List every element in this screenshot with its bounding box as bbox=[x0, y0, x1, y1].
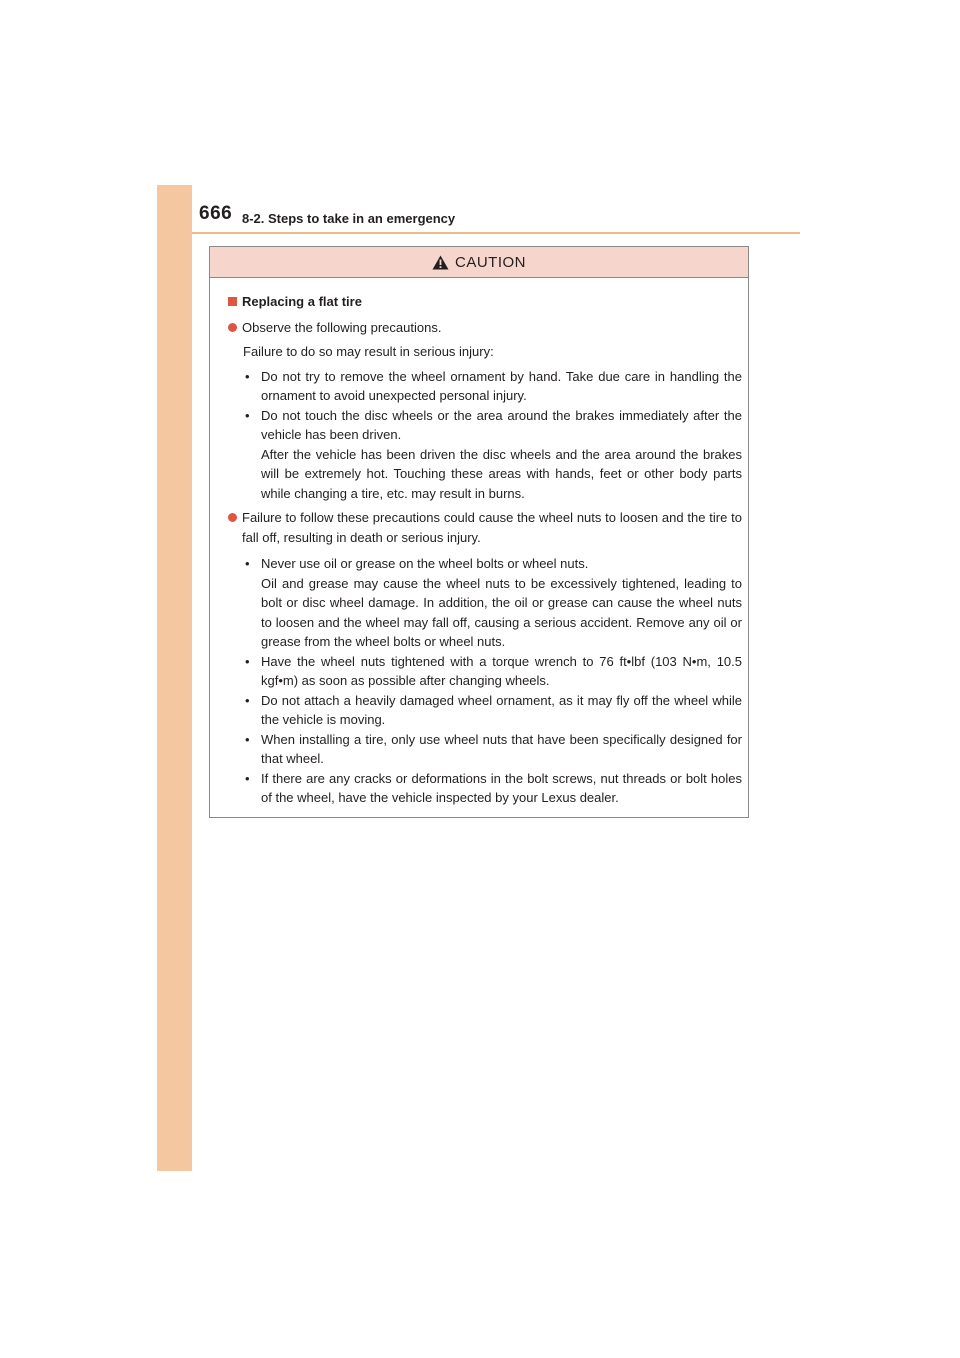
caution-heading bbox=[228, 292, 742, 312]
square-marker-icon bbox=[228, 297, 237, 306]
bullet-text bbox=[261, 769, 742, 808]
bullet-item bbox=[243, 554, 742, 652]
bullet-text bbox=[261, 652, 742, 691]
bullet-paragraph: When installing a tire, only use wheel nuts that have been specifically designed for that wheel. bbox=[261, 731, 742, 766]
bullet-paragraph: Have the wheel nuts tightened with a torque wrench to 76 ft•lbf (103 N•m, 10.5 kgf•m) as soon as possible after changing wheels. bbox=[261, 653, 742, 688]
bullet-mark: • bbox=[245, 556, 250, 571]
bullet-item bbox=[243, 406, 742, 504]
circle-marker-icon bbox=[228, 323, 237, 332]
page-header bbox=[157, 200, 800, 232]
point-1 bbox=[228, 318, 742, 338]
bullet-mark: • bbox=[245, 653, 250, 669]
heading-text: Replacing a flat tire bbox=[242, 294, 362, 309]
caution-label: CAUTION bbox=[455, 253, 526, 271]
bullet-item bbox=[243, 652, 742, 691]
bullet-text bbox=[261, 554, 742, 652]
header-rule bbox=[192, 232, 800, 234]
point-2-text: Failure to follow these precautions could cause the wheel nuts to loosen and the tire to fall off, resulting in death or serious injury. bbox=[242, 510, 742, 545]
bullet-item bbox=[243, 769, 742, 808]
caution-body bbox=[210, 278, 748, 808]
bullet-paragraph: Do not try to remove the wheel ornament by hand. Take due care in handling the ornament to avoid unexpected personal injury. bbox=[261, 368, 742, 403]
warning-triangle-icon bbox=[432, 255, 449, 270]
bullet-paragraph: If there are any cracks or deformations in the bolt screws, nut threads or bolt holes of the wheel, have the vehicle inspected by your Lexus dealer. bbox=[261, 770, 742, 805]
section-title: 8-2. Steps to take in an emergency bbox=[242, 211, 456, 226]
bullet-mark: • bbox=[245, 692, 250, 708]
circle-marker-icon bbox=[228, 513, 237, 522]
caution-header bbox=[210, 247, 748, 278]
bullet-mark: • bbox=[245, 770, 250, 786]
point-2-bullets bbox=[243, 554, 742, 808]
bullet-mark: • bbox=[245, 731, 250, 747]
bullet-text bbox=[261, 367, 742, 406]
bullet-item bbox=[243, 730, 742, 769]
bullet-paragraph: Oil and grease may cause the wheel nuts to be excessively tightened, leading to bolt or disc wheel damage. In addition, the oil or grease can cause the wheel nuts to loosen and the wheel may fall off, causing a serious accident. Remove any oil or grease from the wheel bolts or wheel nuts. bbox=[261, 575, 742, 649]
point-1-bullets bbox=[243, 367, 742, 504]
point-2 bbox=[228, 508, 742, 547]
bullet-mark: • bbox=[245, 407, 250, 423]
bullet-paragraph: Do not touch the disc wheels or the area around the brakes immediately after the vehicle has been driven. bbox=[261, 407, 742, 442]
page-number: 666 bbox=[199, 203, 233, 224]
bullet-text bbox=[261, 691, 742, 730]
bullet-paragraph: Do not attach a heavily damaged wheel ornament, as it may fly off the wheel while the vehicle is moving. bbox=[261, 692, 742, 727]
side-tab-strip bbox=[157, 185, 192, 1171]
bullet-item bbox=[243, 367, 742, 406]
point-1-text: Observe the following precautions. bbox=[242, 319, 442, 335]
bullet-paragraph: After the vehicle has been driven the disc wheels and the area around the brakes will be extremely hot. Touching these areas with hands, feet or other body parts while changing a tire, etc. may result in burns. bbox=[261, 446, 742, 501]
bullet-text bbox=[261, 730, 742, 769]
bullet-mark: • bbox=[245, 368, 250, 384]
bullet-text bbox=[261, 406, 742, 504]
bullet-paragraph: Never use oil or grease on the wheel bolts or wheel nuts. bbox=[261, 556, 589, 571]
caution-box bbox=[209, 246, 749, 818]
bullet-item bbox=[243, 691, 742, 730]
point-1-note: Failure to do so may result in serious injury: bbox=[243, 344, 494, 359]
